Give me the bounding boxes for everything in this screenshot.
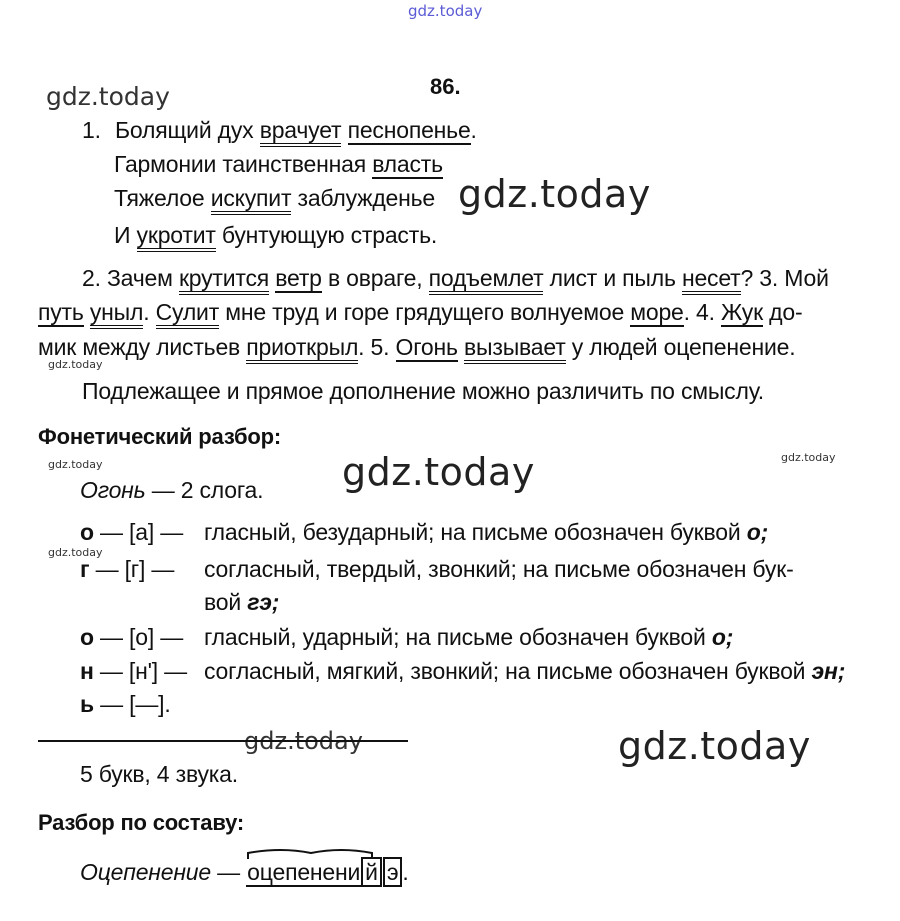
- subject: песнопенье: [347, 117, 471, 143]
- text: .: [143, 299, 156, 325]
- text: мик между листьев: [38, 334, 247, 360]
- letter: о: [80, 519, 94, 545]
- watermark-right-big: gdz.today: [618, 724, 811, 768]
- predicate: искупит: [211, 185, 292, 215]
- text: И: [114, 222, 137, 248]
- subject: путь: [38, 299, 84, 325]
- predicate: подъемлет: [429, 265, 544, 295]
- phon-row-1: [80, 518, 183, 546]
- ending-box: э: [383, 857, 403, 887]
- analyzed-word: Оцепенение: [80, 859, 211, 885]
- text: . 4.: [683, 299, 721, 325]
- phon-row-3: [80, 623, 183, 651]
- para-line-3: [38, 333, 795, 361]
- description: согласный, твердый, звонкий; на письме обозначен бук-: [204, 556, 794, 582]
- text: .: [470, 117, 477, 143]
- predicate: вызывает: [464, 334, 566, 364]
- predicate: уныл: [90, 299, 143, 329]
- stem-text: оцепенени: [247, 859, 361, 885]
- suffix-box: й: [361, 857, 382, 887]
- letter-name: гэ;: [247, 589, 280, 615]
- letter: г: [80, 556, 90, 582]
- predicate: врачует: [260, 117, 342, 147]
- poem-number: 1.: [82, 117, 101, 143]
- watermark-left: gdz.today: [46, 82, 170, 111]
- root-arc: [246, 847, 376, 861]
- watermark-small-2: gdz.today: [48, 458, 103, 471]
- letter-name: о;: [711, 624, 734, 650]
- predicate: несет: [682, 265, 741, 295]
- phon-row-2: [80, 555, 174, 583]
- description: гласный, безударный; на письме обозначен буквой: [204, 519, 747, 545]
- morph-line: [80, 858, 409, 886]
- text: у людей оцепенение.: [565, 334, 796, 360]
- subject: Жук: [721, 299, 763, 325]
- sound: — [н'] —: [93, 658, 187, 684]
- para-line-2: [38, 298, 852, 326]
- phonetic-summary: 5 букв, 4 звука.: [80, 761, 238, 787]
- description: вой: [204, 589, 248, 615]
- poem-line-4: [114, 221, 437, 249]
- task-number: 86.: [430, 74, 461, 99]
- divider-line: [38, 740, 408, 742]
- text: Гармонии таинственная: [114, 151, 373, 177]
- subject: ветр: [275, 265, 322, 291]
- phon-row-4: [80, 657, 187, 685]
- predicate: крутится: [179, 265, 269, 295]
- text: до-: [762, 299, 803, 325]
- text: Тяжелое: [114, 185, 211, 211]
- letter: о: [80, 624, 94, 650]
- phon-row-2-desc: [204, 555, 850, 583]
- watermark-right-small: gdz.today: [781, 451, 836, 464]
- sound: — [г] —: [89, 556, 175, 582]
- para-line-4: Подлежащее и прямое дополнение можно различить по смыслу.: [82, 378, 764, 404]
- phon-row-5: [80, 690, 171, 718]
- letter-name: о;: [746, 519, 769, 545]
- poem-line-1: [82, 116, 477, 144]
- morph-heading: Разбор по составу:: [38, 810, 244, 835]
- text: [341, 117, 347, 143]
- sound: — [—].: [93, 691, 171, 717]
- sound: — [а] —: [93, 519, 184, 545]
- subject: море: [630, 299, 684, 325]
- text: . 5.: [358, 334, 396, 360]
- text: в овраге,: [321, 265, 429, 291]
- letter: ь: [80, 691, 94, 717]
- text: заблужденье: [291, 185, 436, 211]
- text: [84, 299, 90, 325]
- subject: власть: [372, 151, 443, 177]
- phonetic-heading: Фонетический разбор:: [38, 424, 281, 449]
- poem-line-3: [114, 184, 435, 212]
- text: бунтующую страсть.: [215, 222, 438, 248]
- phonetic-word-line: [80, 476, 263, 504]
- predicate: приоткрыл: [246, 334, 358, 364]
- para-line-1: [82, 264, 852, 292]
- phon-row-1-desc: [204, 518, 768, 546]
- poem-line-2: [114, 150, 443, 178]
- sound: — [о] —: [93, 624, 184, 650]
- letter: н: [80, 658, 94, 684]
- phon-row-3-desc: [204, 623, 733, 651]
- text: 2. Зачем: [82, 265, 179, 291]
- text: .: [402, 859, 409, 885]
- text: ? 3. Мой: [740, 265, 829, 291]
- description: гласный, ударный; на письме обозначен буквой: [204, 624, 712, 650]
- watermark-small-3: gdz.today: [48, 546, 103, 559]
- phon-row-4-desc: [204, 657, 845, 685]
- text: мне труд и горе грядущего волнуемое: [219, 299, 631, 325]
- word-stem: [246, 858, 361, 886]
- letter-name: эн;: [811, 658, 846, 684]
- watermark-top: gdz.today: [408, 2, 483, 20]
- predicate: укротит: [137, 222, 216, 252]
- description: согласный, мягкий, звонкий; на письме обозначен буквой: [204, 658, 812, 684]
- watermark-mid: gdz.today: [458, 172, 651, 216]
- subject: Огонь: [395, 334, 458, 360]
- analyzed-word: Огонь: [80, 477, 146, 503]
- predicate: Сулит: [156, 299, 219, 329]
- phon-row-2-cont: [204, 588, 279, 616]
- watermark-strike: gdz.today: [244, 727, 363, 755]
- text: Болящий дух: [115, 117, 260, 143]
- syllable-count: — 2 слога.: [145, 477, 264, 503]
- text: лист и пыль: [543, 265, 682, 291]
- text: —: [210, 859, 247, 885]
- watermark-small-1: gdz.today: [48, 358, 103, 371]
- watermark-center: gdz.today: [342, 450, 535, 494]
